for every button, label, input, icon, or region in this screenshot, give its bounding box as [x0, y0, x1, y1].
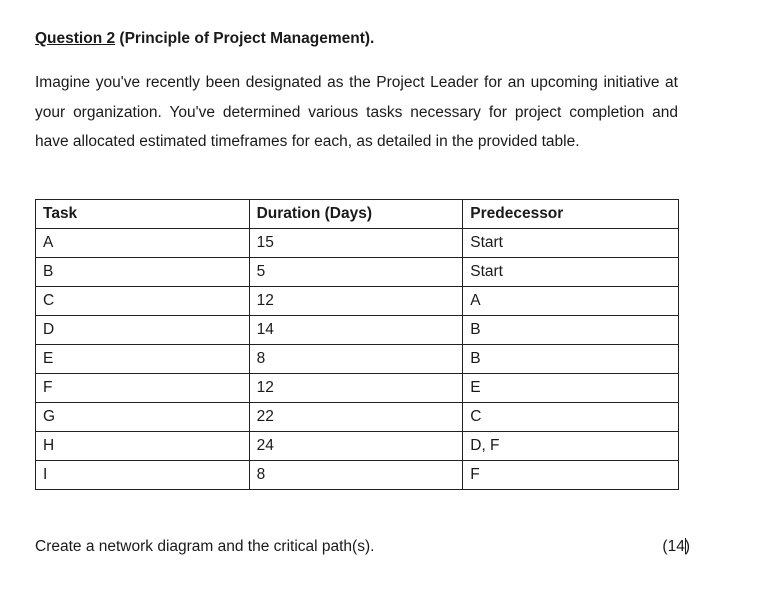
marks-allocation: [640, 538, 690, 556]
predecessor-cell: C: [463, 403, 679, 432]
header-predecessor: Predecessor: [463, 200, 679, 229]
task-cell: I: [36, 461, 250, 490]
question-number: Question 2: [35, 30, 116, 47]
table-row: [36, 229, 679, 258]
question-heading: [35, 30, 374, 48]
duration-cell: 22: [249, 403, 463, 432]
table-row: [36, 461, 679, 490]
task-cell: D: [36, 316, 250, 345]
task-cell: C: [36, 287, 250, 316]
predecessor-cell: E: [463, 374, 679, 403]
duration-cell: 15: [249, 229, 463, 258]
marks-open: (14: [662, 538, 685, 555]
predecessor-cell: D, F: [463, 432, 679, 461]
table-row: [36, 287, 679, 316]
table-row: [36, 432, 679, 461]
duration-cell: 5: [249, 258, 463, 287]
task-cell: E: [36, 345, 250, 374]
duration-cell: 24: [249, 432, 463, 461]
task-cell: F: [36, 374, 250, 403]
table-row: [36, 316, 679, 345]
predecessor-cell: A: [463, 287, 679, 316]
task-cell: G: [36, 403, 250, 432]
task-cell: B: [36, 258, 250, 287]
duration-cell: 14: [249, 316, 463, 345]
duration-cell: 12: [249, 287, 463, 316]
header-duration: Duration (Days): [249, 200, 463, 229]
question-intro: Imagine you've recently been designated as the Project Leader for an upcoming initiative at your organization. You've determined various tasks necessary for project completion and have allocated estimated timeframes for each, as detailed in the provided table.: [35, 74, 678, 151]
task-table: [35, 199, 679, 490]
table-row: [36, 374, 679, 403]
table-row: [36, 345, 679, 374]
header-task: Task: [36, 200, 250, 229]
table-row: [36, 258, 679, 287]
predecessor-cell: B: [463, 316, 679, 345]
task-cell: H: [36, 432, 250, 461]
duration-cell: 8: [249, 461, 463, 490]
predecessor-cell: Start: [463, 258, 679, 287]
table-header-row: [36, 200, 679, 229]
instruction-text: Create a network diagram and the critical path(s).: [35, 538, 375, 555]
table-row: [36, 403, 679, 432]
duration-cell: 8: [249, 345, 463, 374]
duration-cell: 12: [249, 374, 463, 403]
task-cell: A: [36, 229, 250, 258]
predecessor-cell: Start: [463, 229, 679, 258]
question-title: (Principle of Project Management).: [119, 30, 375, 47]
marks-close: ): [684, 538, 690, 555]
predecessor-cell: B: [463, 345, 679, 374]
predecessor-cell: F: [463, 461, 679, 490]
